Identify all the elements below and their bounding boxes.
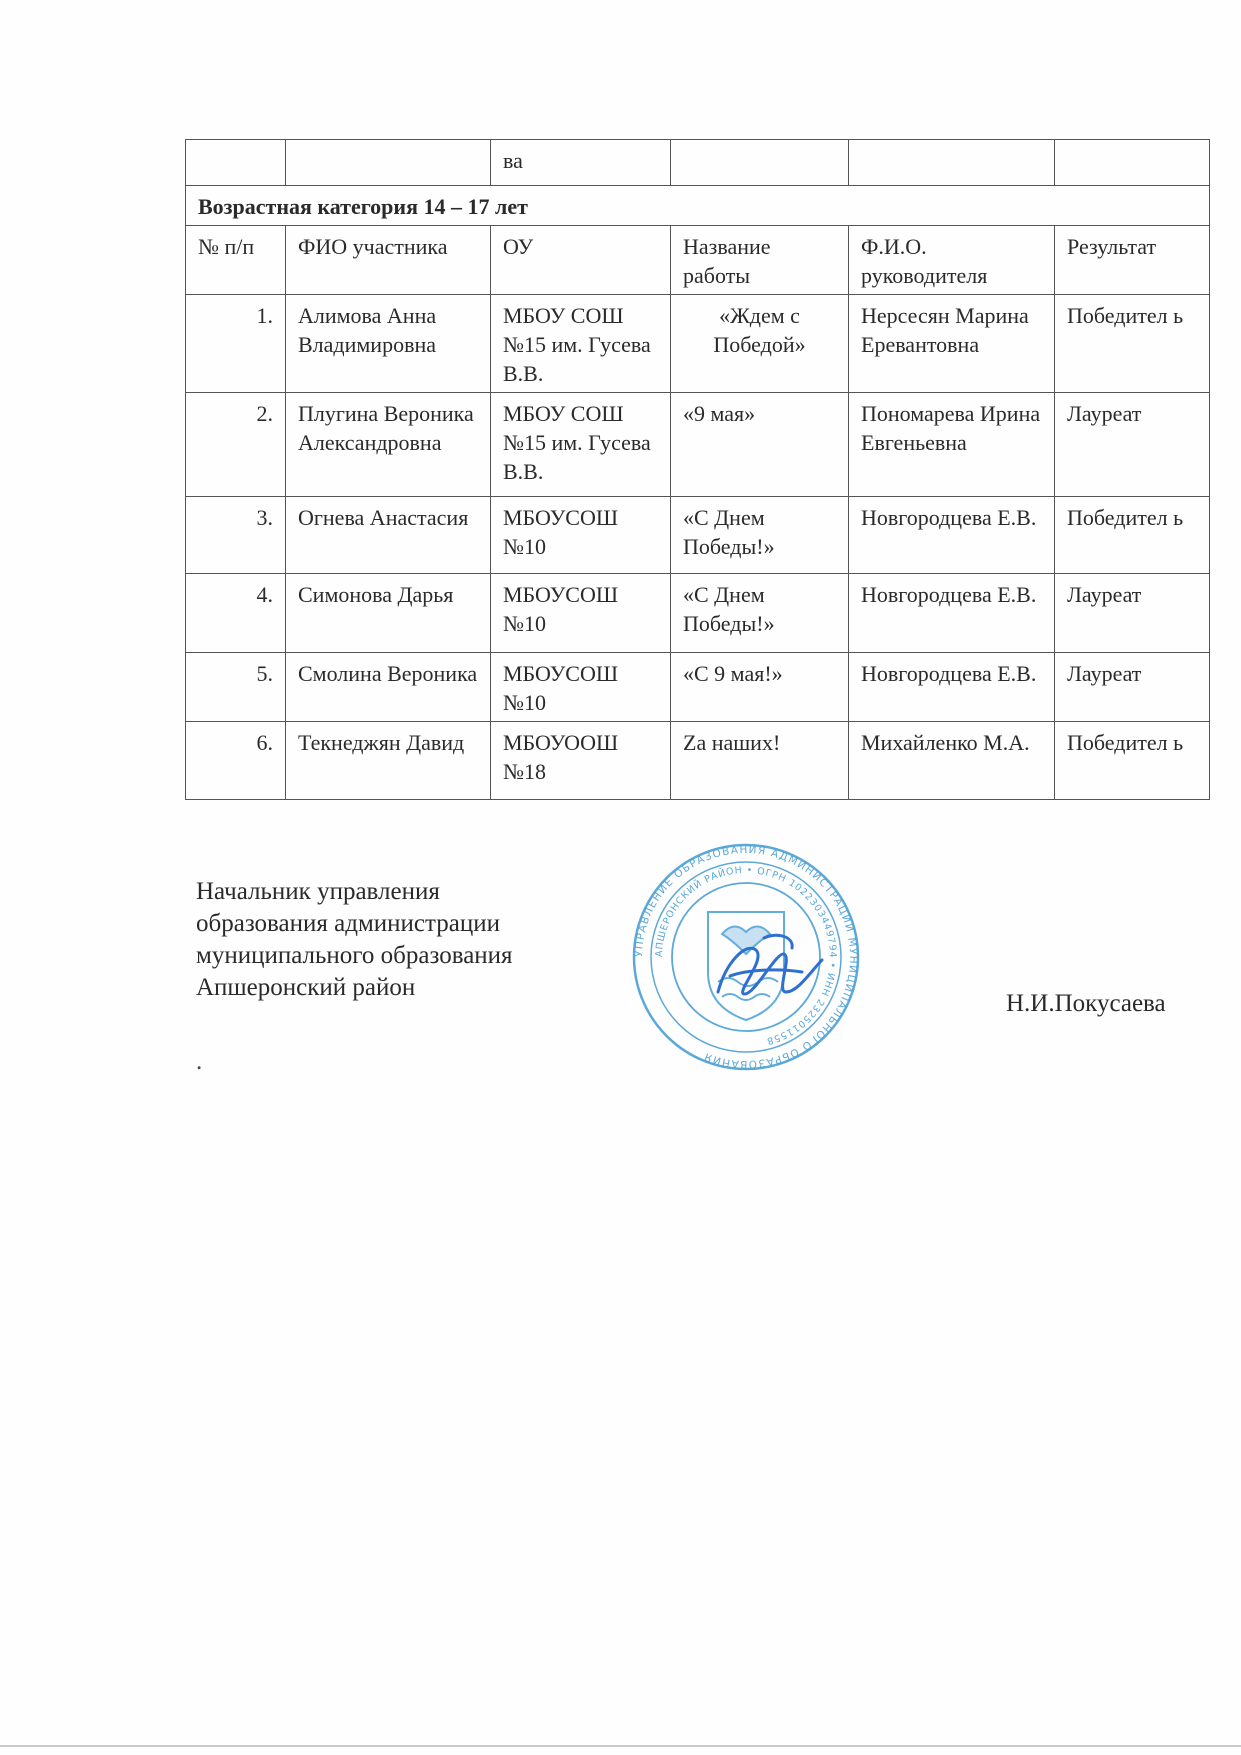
header-supervisor: Ф.И.О. руководителя	[849, 226, 1055, 295]
work-title: «С Днем Победы!»	[671, 574, 849, 653]
result-value: Победител ь	[1055, 722, 1210, 800]
participant-name: Огнева Анастасия	[286, 497, 491, 574]
supervisor-name: Новгородцева Е.В.	[849, 497, 1055, 574]
cell	[186, 140, 286, 186]
page-edge-line	[0, 1745, 1241, 1747]
signature-position-block	[196, 876, 513, 1004]
table-row	[186, 393, 1210, 497]
table-row-continued	[186, 140, 1210, 186]
cell	[1055, 140, 1210, 186]
participant-name: Смолина Вероника	[286, 653, 491, 722]
school-name: МБОУ СОШ №15 им. Гусева В.В.	[491, 393, 671, 497]
result-value: Лауреат	[1055, 393, 1210, 497]
row-number: 3.	[186, 497, 286, 574]
row-number: 1.	[186, 295, 286, 393]
participant-name: Плугина Вероника Александровна	[286, 393, 491, 497]
work-title: «С Днем Победы!»	[671, 497, 849, 574]
row-number: 4.	[186, 574, 286, 653]
participant-name: Симонова Дарья	[286, 574, 491, 653]
row-number: 2.	[186, 393, 286, 497]
table-row	[186, 497, 1210, 574]
position-line: Апшеронский район	[196, 974, 416, 1001]
participant-name: Текнеджян Давид	[286, 722, 491, 800]
work-title: «9 мая»	[671, 393, 849, 497]
header-row	[186, 226, 1210, 295]
row-number: 5.	[186, 653, 286, 722]
school-name: МБОУООШ №18	[491, 722, 671, 800]
school-name: МБОУ СОШ №15 им. Гусева В.В.	[491, 295, 671, 393]
cell	[286, 140, 491, 186]
school-name: МБОУСОШ №10	[491, 653, 671, 722]
signer-name: Н.И.Покусаева	[1006, 990, 1166, 1017]
header-number: № п/п	[186, 226, 286, 295]
table-row	[186, 653, 1210, 722]
official-stamp-icon	[626, 842, 866, 1072]
result-value: Лауреат	[1055, 574, 1210, 653]
stamp-inner-text: АПШЕРОНСКИЙ РАЙОН • ОГРН 1022303449794 • ИНН 2325011558	[653, 864, 839, 1047]
header-participant: ФИО участника	[286, 226, 491, 295]
supervisor-name: Нерсесян Марина Еревантовна	[849, 295, 1055, 393]
school-name: МБОУСОШ №10	[491, 574, 671, 653]
position-line: образования администрации	[196, 910, 500, 937]
participant-name: Алимова Анна Владимировна	[286, 295, 491, 393]
supervisor-name: Новгородцева Е.В.	[849, 574, 1055, 653]
cell	[849, 140, 1055, 186]
row-number: 6.	[186, 722, 286, 800]
header-work-title: Название работы	[671, 226, 849, 295]
table-row	[186, 722, 1210, 800]
stamp-outer-text: УПРАВЛЕНИЕ ОБРАЗОВАНИЯ АДМИНИСТРАЦИИ МУНИЦИПАЛЬНОГО ОБРАЗОВАНИЯ	[632, 843, 860, 1071]
result-value: Победител ь	[1055, 497, 1210, 574]
supervisor-name: Новгородцева Е.В.	[849, 653, 1055, 722]
category-row	[186, 186, 1210, 226]
handwritten-signature-icon	[718, 935, 822, 994]
work-title: «Ждем с Победой»	[671, 295, 849, 393]
work-title: Zа наших!	[671, 722, 849, 800]
trailing-mark: .	[196, 1048, 203, 1075]
cell	[671, 140, 849, 186]
school-name: МБОУСОШ №10	[491, 497, 671, 574]
supervisor-name: Пономарева Ирина Евгеньевна	[849, 393, 1055, 497]
table-row	[186, 574, 1210, 653]
work-title: «С 9 мая!»	[671, 653, 849, 722]
result-value: Победител ь	[1055, 295, 1210, 393]
position-line: муниципального образования	[196, 942, 513, 969]
results-table	[185, 139, 1210, 800]
supervisor-name: Михайленко М.А.	[849, 722, 1055, 800]
cell: ва	[491, 140, 671, 186]
position-line: Начальник управления	[196, 878, 440, 905]
result-value: Лауреат	[1055, 653, 1210, 722]
table-row	[186, 295, 1210, 393]
header-result: Результат	[1055, 226, 1210, 295]
header-school: ОУ	[491, 226, 671, 295]
category-label: Возрастная категория 14 – 17 лет	[186, 186, 1210, 226]
